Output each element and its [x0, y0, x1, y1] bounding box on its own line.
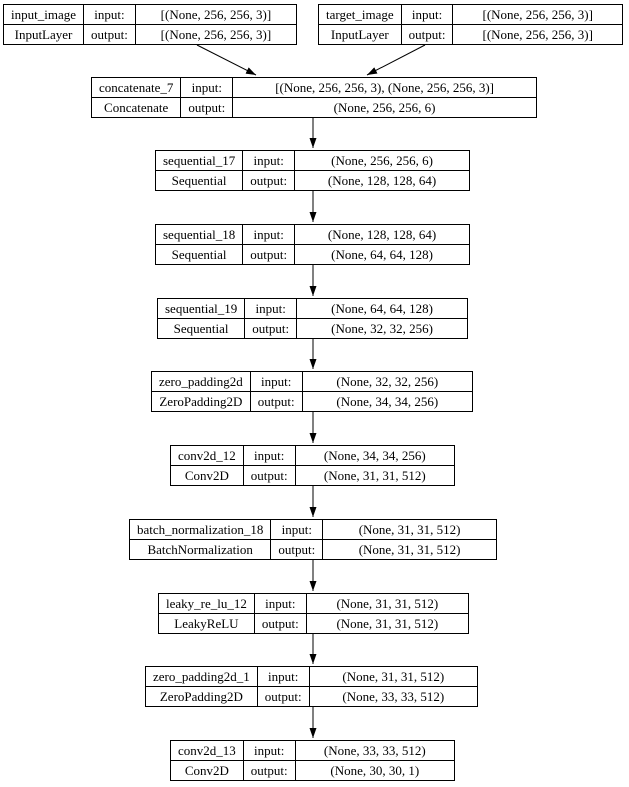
layer-type: ZeroPadding2D [146, 687, 258, 707]
output-shape: (None, 128, 128, 64) [295, 171, 470, 191]
output-label: output: [250, 392, 302, 412]
output-label: output: [181, 98, 233, 118]
layer-node-sequential-18 [155, 224, 470, 265]
layer-node-zero-padding2d-1 [145, 666, 478, 707]
output-shape: (None, 34, 34, 256) [302, 392, 472, 412]
input-shape: (None, 31, 31, 512) [306, 594, 468, 614]
layer-name: sequential_19 [158, 299, 245, 319]
layer-node-batch-normalization-18 [129, 519, 497, 560]
layer-type: Sequential [158, 319, 245, 339]
layer-name: target_image [319, 5, 402, 25]
input-label: input: [257, 667, 309, 687]
layer-node-sequential-17 [155, 150, 470, 191]
input-label: input: [243, 446, 295, 466]
layer-name: concatenate_7 [92, 78, 181, 98]
layer-type: InputLayer [319, 25, 402, 45]
input-shape: [(None, 256, 256, 3), (None, 256, 256, 3)] [233, 78, 537, 98]
input-label: input: [243, 225, 295, 245]
input-shape: (None, 34, 34, 256) [295, 446, 454, 466]
output-label: output: [84, 25, 136, 45]
output-label: output: [243, 761, 295, 781]
input-label: input: [181, 78, 233, 98]
input-label: input: [401, 5, 453, 25]
layer-type: Conv2D [171, 761, 244, 781]
layer-name: batch_normalization_18 [130, 520, 271, 540]
edge-input-image-to-concatenate [197, 45, 256, 75]
layer-node-concatenate-7 [91, 77, 537, 118]
layer-name: zero_padding2d [152, 372, 251, 392]
output-shape: (None, 64, 64, 128) [295, 245, 470, 265]
output-label: output: [243, 171, 295, 191]
input-label: input: [245, 299, 297, 319]
output-shape: (None, 31, 31, 512) [295, 466, 454, 486]
output-label: output: [243, 466, 295, 486]
input-label: input: [243, 741, 295, 761]
layer-node-zero-padding2d [151, 371, 473, 412]
output-shape: (None, 256, 256, 6) [233, 98, 537, 118]
output-label: output: [271, 540, 323, 560]
layer-name: sequential_18 [156, 225, 243, 245]
output-label: output: [254, 614, 306, 634]
output-label: output: [401, 25, 453, 45]
layer-type: Concatenate [92, 98, 181, 118]
output-shape: [(None, 256, 256, 3)] [453, 25, 623, 45]
output-shape: (None, 31, 31, 512) [323, 540, 497, 560]
input-shape: (None, 256, 256, 6) [295, 151, 470, 171]
layer-node-sequential-19 [157, 298, 468, 339]
input-shape: (None, 33, 33, 512) [295, 741, 454, 761]
layer-node-input-image [3, 4, 297, 45]
layer-name: input_image [4, 5, 84, 25]
layer-name: leaky_re_lu_12 [159, 594, 255, 614]
output-label: output: [245, 319, 297, 339]
input-shape: (None, 64, 64, 128) [297, 299, 468, 319]
layer-type: Sequential [156, 245, 243, 265]
input-label: input: [254, 594, 306, 614]
output-label: output: [257, 687, 309, 707]
layer-type: InputLayer [4, 25, 84, 45]
layer-name: conv2d_13 [171, 741, 244, 761]
input-shape: (None, 31, 31, 512) [323, 520, 497, 540]
layer-name: conv2d_12 [171, 446, 244, 466]
input-shape: (None, 32, 32, 256) [302, 372, 472, 392]
input-shape: (None, 31, 31, 512) [309, 667, 477, 687]
output-label: output: [243, 245, 295, 265]
output-shape: [(None, 256, 256, 3)] [135, 25, 296, 45]
layer-node-target-image [318, 4, 623, 45]
layer-type: Conv2D [171, 466, 244, 486]
output-shape: (None, 32, 32, 256) [297, 319, 468, 339]
layer-node-conv2d-13 [170, 740, 455, 781]
output-shape: (None, 31, 31, 512) [306, 614, 468, 634]
layer-name: sequential_17 [156, 151, 243, 171]
layer-type: ZeroPadding2D [152, 392, 251, 412]
output-shape: (None, 33, 33, 512) [309, 687, 477, 707]
layer-type: LeakyReLU [159, 614, 255, 634]
input-shape: (None, 128, 128, 64) [295, 225, 470, 245]
layer-name: zero_padding2d_1 [146, 667, 258, 687]
input-label: input: [271, 520, 323, 540]
layer-node-conv2d-12 [170, 445, 455, 486]
input-shape: [(None, 256, 256, 3)] [453, 5, 623, 25]
input-shape: [(None, 256, 256, 3)] [135, 5, 296, 25]
edge-target-image-to-concatenate [367, 45, 425, 75]
layer-type: Sequential [156, 171, 243, 191]
output-shape: (None, 30, 30, 1) [295, 761, 454, 781]
input-label: input: [250, 372, 302, 392]
input-label: input: [243, 151, 295, 171]
layer-type: BatchNormalization [130, 540, 271, 560]
layer-node-leaky-re-lu-12 [158, 593, 469, 634]
input-label: input: [84, 5, 136, 25]
